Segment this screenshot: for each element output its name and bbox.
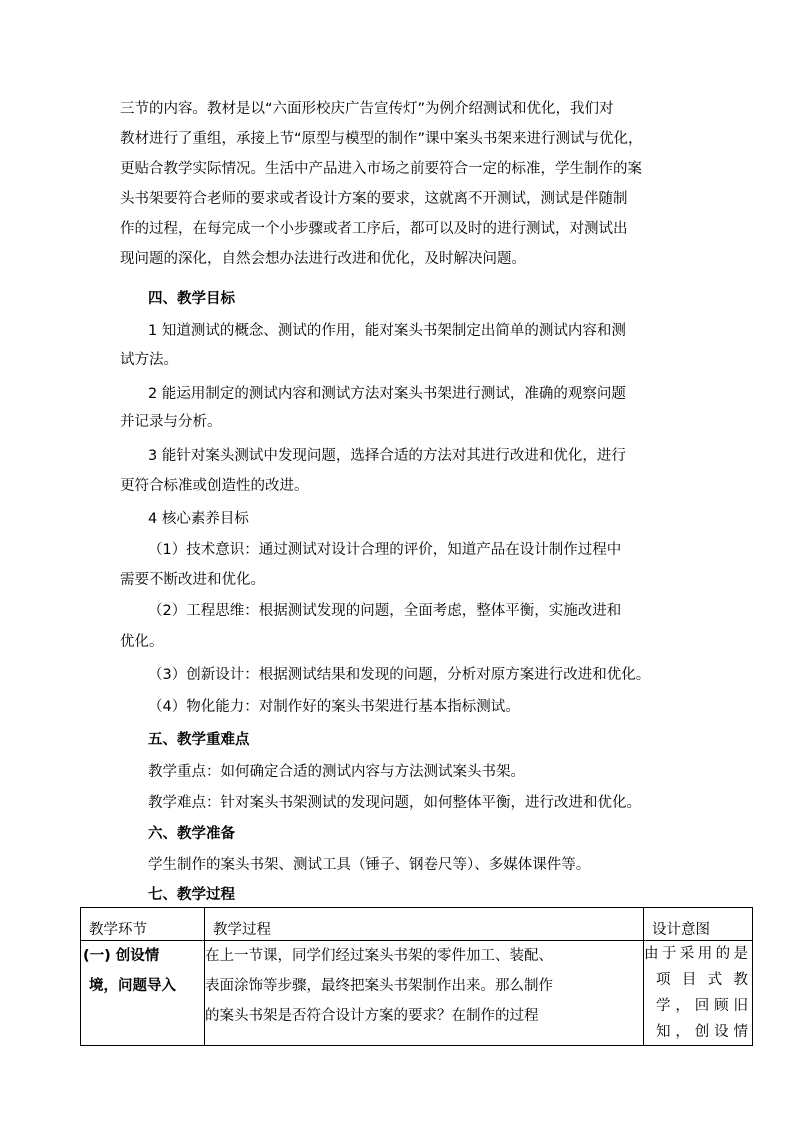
section-heading: 七、教学过程	[148, 887, 235, 903]
section-heading: 六、教学准备	[148, 826, 235, 842]
process-line: 的案头书架是否符合设计方案的要求？在制作的过程	[205, 1008, 539, 1024]
intent-line: 项目式教	[656, 972, 748, 988]
goal-3-continued: 更符合标准或创造性的改进。	[120, 478, 309, 494]
process-line: 表面涂饰等步骤，最终把案头书架制作出来。那么制作	[205, 978, 553, 994]
header-cell	[81, 908, 205, 941]
core-goal-4: （4）物化能力：对制作好的案头书架进行基本指标测试。	[148, 699, 520, 715]
stage-cell	[81, 941, 205, 1046]
header-cell	[644, 908, 753, 941]
core-goal-3: （3）创新设计：根据测试结果和发现的问题，分析对原方案进行改进和优化。	[148, 667, 651, 683]
goal-2-continued: 并记录与分析。	[120, 414, 222, 430]
paragraph-line: 现问题的深化，自然会想办法进行改进和优化，及时解决问题。	[120, 251, 526, 267]
stage-label: (一) 创设情	[83, 948, 160, 964]
goal-3: 3 能针对案头测试中发现问题，选择合适的方法对其进行改进和优化，进行	[148, 448, 626, 464]
intent-line: 学，回顾旧	[656, 998, 748, 1014]
header-intent: 设计意图	[652, 922, 710, 938]
intent-line: 知，创设情	[656, 1024, 748, 1040]
process-cell	[205, 941, 644, 1046]
key-point: 教学重点：如何确定合适的测试内容与方法测试案头书架。	[148, 764, 525, 780]
header-cell	[205, 908, 644, 941]
preparation-text: 学生制作的案头书架、测试工具（锤子、钢卷尺等）、多媒体课件等。	[148, 857, 591, 873]
paragraph-line: 头书架要符合老师的要求或者设计方案的要求，这就离不开测试，测试是伴随制	[120, 191, 628, 207]
paragraph-line: 作的过程，在每完成一个小步骤或者工序后，都可以及时的进行测试，对测试出	[120, 221, 628, 237]
teaching-process-table	[80, 907, 753, 1046]
core-goal-2: （2）工程思维：根据测试发现的问题，全面考虑，整体平衡，实施改进和	[148, 603, 622, 619]
table-row	[81, 941, 753, 1046]
process-line: 在上一节课，同学们经过案头书架的零件加工、装配、	[205, 948, 553, 964]
paragraph-line: 三节的内容。教材是以“六面形校庆广告宣传灯”为例介绍测试和优化，我们对	[120, 101, 614, 117]
goal-2: 2 能运用制定的测试内容和测试方法对案头书架进行测试，准确的观察问题	[148, 386, 626, 402]
header-stage: 教学环节	[89, 922, 147, 938]
core-goal-1-continued: 需要不断改进和优化。	[120, 572, 265, 588]
goal-1: 1 知道测试的概念、测试的作用，能对案头书架制定出简单的测试内容和测	[148, 323, 626, 339]
paragraph-line: 更贴合教学实际情况。生活中产品进入市场之前要符合一定的标准，学生制作的案	[120, 161, 642, 177]
difficult-point: 教学难点：针对案头书架测试的发现问题，如何整体平衡，进行改进和优化。	[148, 795, 641, 811]
intent-line: 由于采用的是	[644, 946, 748, 962]
section-heading: 四、教学目标	[148, 291, 235, 307]
core-goal-2-continued: 优化。	[120, 634, 164, 650]
stage-label: 境，问题导入	[89, 978, 176, 994]
goal-1-continued: 试方法。	[120, 352, 178, 368]
paragraph-line: 教材进行了重组，承接上节“原型与模型的制作”课中案头书架来进行测试与优化，	[120, 131, 643, 147]
intent-cell	[644, 941, 753, 1046]
header-process: 教学过程	[213, 922, 271, 938]
goal-4: 4 核心素养目标	[148, 511, 249, 527]
section-heading: 五、教学重难点	[148, 732, 250, 748]
table-header-row	[81, 908, 753, 941]
core-goal-1: （1）技术意识：通过测试对设计合理的评价，知道产品在设计制作过程中	[148, 542, 622, 558]
